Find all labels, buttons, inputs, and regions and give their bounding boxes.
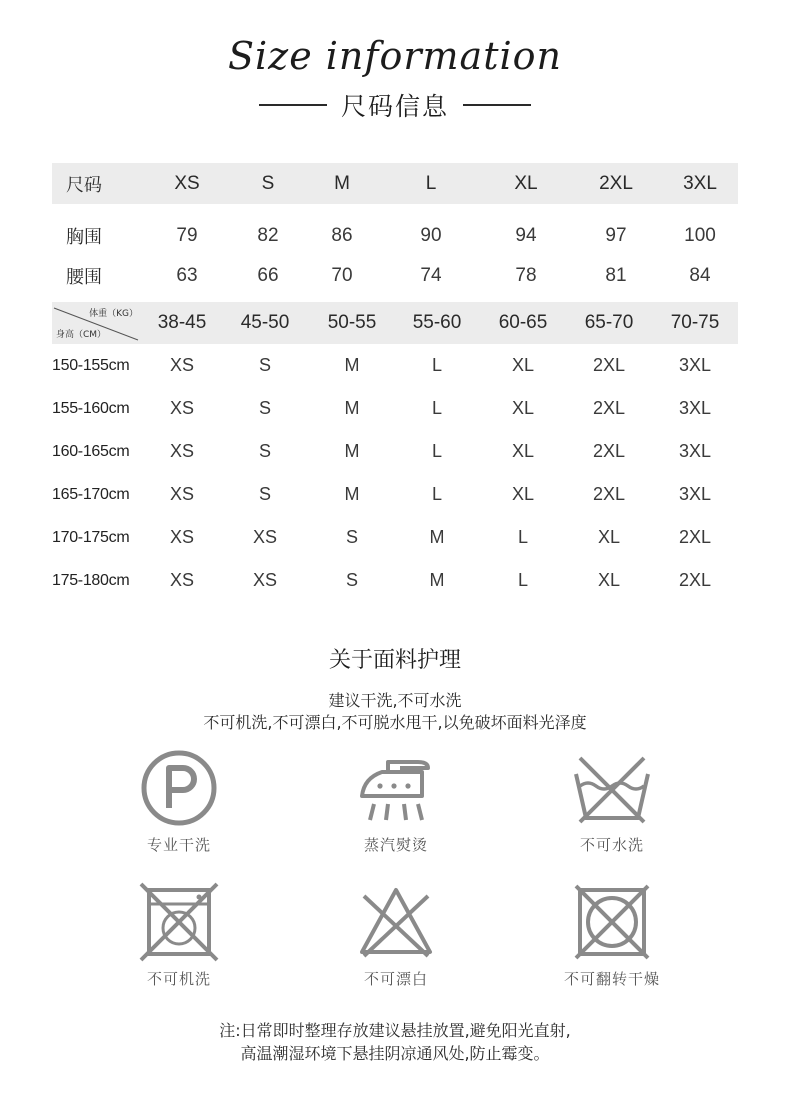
- weight-header: 45-50: [220, 302, 310, 344]
- table-cell: XS: [252, 527, 277, 547]
- divider-left: [259, 104, 327, 106]
- table-row: [52, 344, 738, 387]
- weight-header: 55-60: [394, 302, 480, 344]
- table-cell: L: [431, 398, 442, 418]
- size-header: S: [232, 163, 304, 204]
- table-cell: 2XL: [592, 441, 626, 461]
- weight-header: 70-75: [652, 302, 738, 344]
- note-text-1: 注:日常即时整理存放建议悬挂放置,避免阳光直射,: [219, 1021, 571, 1040]
- table-cell: XL: [597, 527, 621, 547]
- table-row: [52, 260, 738, 292]
- table-cell: 2XL: [592, 355, 626, 375]
- table-cell: 3XL: [678, 355, 712, 375]
- no-tumble-dry-icon: [572, 882, 652, 962]
- page-title: Size information: [228, 34, 562, 78]
- diagonal-header-cell: [52, 302, 144, 344]
- table-cell: 2XL: [592, 484, 626, 504]
- care-item-dry-clean: [99, 748, 259, 855]
- weight-header: 65-70: [566, 302, 652, 344]
- table-cell: 100: [684, 225, 716, 246]
- weight-header-row: [52, 302, 738, 344]
- table-cell: 78: [515, 265, 537, 286]
- table-cell: S: [258, 398, 271, 418]
- care-label: 蒸汽熨烫: [363, 836, 428, 854]
- size-header: M: [304, 163, 380, 204]
- table-cell: S: [345, 570, 358, 590]
- table-cell: S: [258, 484, 271, 504]
- table-cell: M: [429, 570, 445, 590]
- table-cell: XL: [511, 398, 535, 418]
- table-cell: L: [517, 570, 528, 590]
- table-cell: M: [344, 441, 360, 461]
- table-cell: XS: [169, 527, 194, 547]
- table-cell: XL: [511, 355, 535, 375]
- divider-right: [463, 104, 531, 106]
- size-header: 2XL: [570, 163, 662, 204]
- care-label: 不可水洗: [579, 836, 644, 854]
- care-title: 关于面料护理: [328, 648, 461, 673]
- row-label-chest: 胸围: [66, 227, 102, 248]
- care-item-no-bleach: [316, 882, 476, 989]
- table-cell: 82: [257, 225, 279, 246]
- care-item-no-hand-wash: [532, 748, 692, 855]
- table-cell: 86: [331, 225, 353, 246]
- table-cell: 63: [176, 265, 198, 286]
- table-cell: XL: [511, 441, 535, 461]
- size-chart-table: [52, 163, 738, 292]
- table-cell: M: [344, 355, 360, 375]
- table-cell: XS: [169, 398, 194, 418]
- table-cell: S: [258, 355, 271, 375]
- care-label: 不可机洗: [146, 970, 211, 988]
- table-cell: 66: [257, 265, 279, 286]
- table-row: [52, 559, 738, 602]
- size-header: L: [380, 163, 482, 204]
- table-cell: XS: [169, 355, 194, 375]
- size-header-row: [52, 163, 738, 204]
- table-cell: 2XL: [678, 570, 712, 590]
- table-cell: XL: [511, 484, 535, 504]
- height-header-label: 身高（CM）: [56, 330, 107, 340]
- row-label-waist: 腰围: [66, 267, 102, 288]
- note-text-2: 高温潮湿环境下悬挂阴凉通风处,防止霉变。: [240, 1044, 550, 1063]
- size-header: 3XL: [662, 163, 738, 204]
- table-row: [52, 204, 738, 260]
- table-cell: 3XL: [678, 441, 712, 461]
- table-row: [52, 516, 738, 559]
- care-label: 不可翻转干燥: [563, 970, 660, 988]
- care-item-no-tumble-dry: [532, 882, 692, 989]
- size-corner-label: 尺码: [52, 163, 142, 204]
- table-cell: XL: [597, 570, 621, 590]
- table-cell: XS: [169, 441, 194, 461]
- care-item-steam-iron: [316, 748, 476, 855]
- table-cell: XS: [252, 570, 277, 590]
- table-row: [52, 387, 738, 430]
- height-label: 155-160cm: [52, 399, 130, 417]
- table-cell: 3XL: [678, 398, 712, 418]
- table-cell: 2XL: [592, 398, 626, 418]
- size-recommendation-table: [52, 302, 738, 602]
- care-item-no-machine-wash: [99, 882, 259, 989]
- table-cell: 94: [515, 225, 537, 246]
- table-cell: 79: [176, 225, 198, 246]
- care-label: 专业干洗: [146, 836, 211, 854]
- page-subtitle: 尺码信息: [340, 92, 449, 121]
- size-header: XS: [142, 163, 232, 204]
- no-hand-wash-icon: [572, 748, 652, 828]
- weight-header-label: 体重（KG）: [89, 309, 138, 319]
- table-cell: M: [344, 398, 360, 418]
- table-cell: L: [431, 484, 442, 504]
- no-bleach-icon: [356, 882, 436, 962]
- table-row: [52, 473, 738, 516]
- table-cell: L: [517, 527, 528, 547]
- table-cell: M: [344, 484, 360, 504]
- table-cell: L: [431, 355, 442, 375]
- height-label: 160-165cm: [52, 442, 130, 460]
- height-label: 175-180cm: [52, 571, 130, 589]
- table-row: [52, 430, 738, 473]
- table-cell: S: [258, 441, 271, 461]
- size-header: XL: [482, 163, 570, 204]
- subtitle-row: [0, 88, 790, 122]
- care-text-2: 不可机洗,不可漂白,不可脱水甩干,以免破坏面料光泽度: [203, 713, 587, 732]
- table-cell: 97: [605, 225, 627, 246]
- height-label: 165-170cm: [52, 485, 130, 503]
- table-cell: 2XL: [678, 527, 712, 547]
- table-cell: 90: [420, 225, 442, 246]
- table-cell: 70: [331, 265, 353, 286]
- height-label: 150-155cm: [52, 356, 130, 374]
- table-cell: S: [345, 527, 358, 547]
- professional-dry-clean-icon: [139, 748, 219, 828]
- weight-header: 60-65: [480, 302, 566, 344]
- table-cell: XS: [169, 570, 194, 590]
- height-label: 170-175cm: [52, 528, 130, 546]
- table-cell: L: [431, 441, 442, 461]
- care-label: 不可漂白: [363, 970, 428, 988]
- table-cell: 74: [420, 265, 442, 286]
- steam-iron-icon: [356, 748, 436, 828]
- weight-header: 50-55: [310, 302, 394, 344]
- table-cell: M: [429, 527, 445, 547]
- weight-header: 38-45: [144, 302, 220, 344]
- table-cell: 3XL: [678, 484, 712, 504]
- table-cell: XS: [169, 484, 194, 504]
- care-text-1: 建议干洗,不可水洗: [328, 691, 462, 710]
- no-machine-wash-icon: [139, 882, 219, 962]
- table-cell: 84: [689, 265, 711, 286]
- table-cell: 81: [605, 265, 627, 286]
